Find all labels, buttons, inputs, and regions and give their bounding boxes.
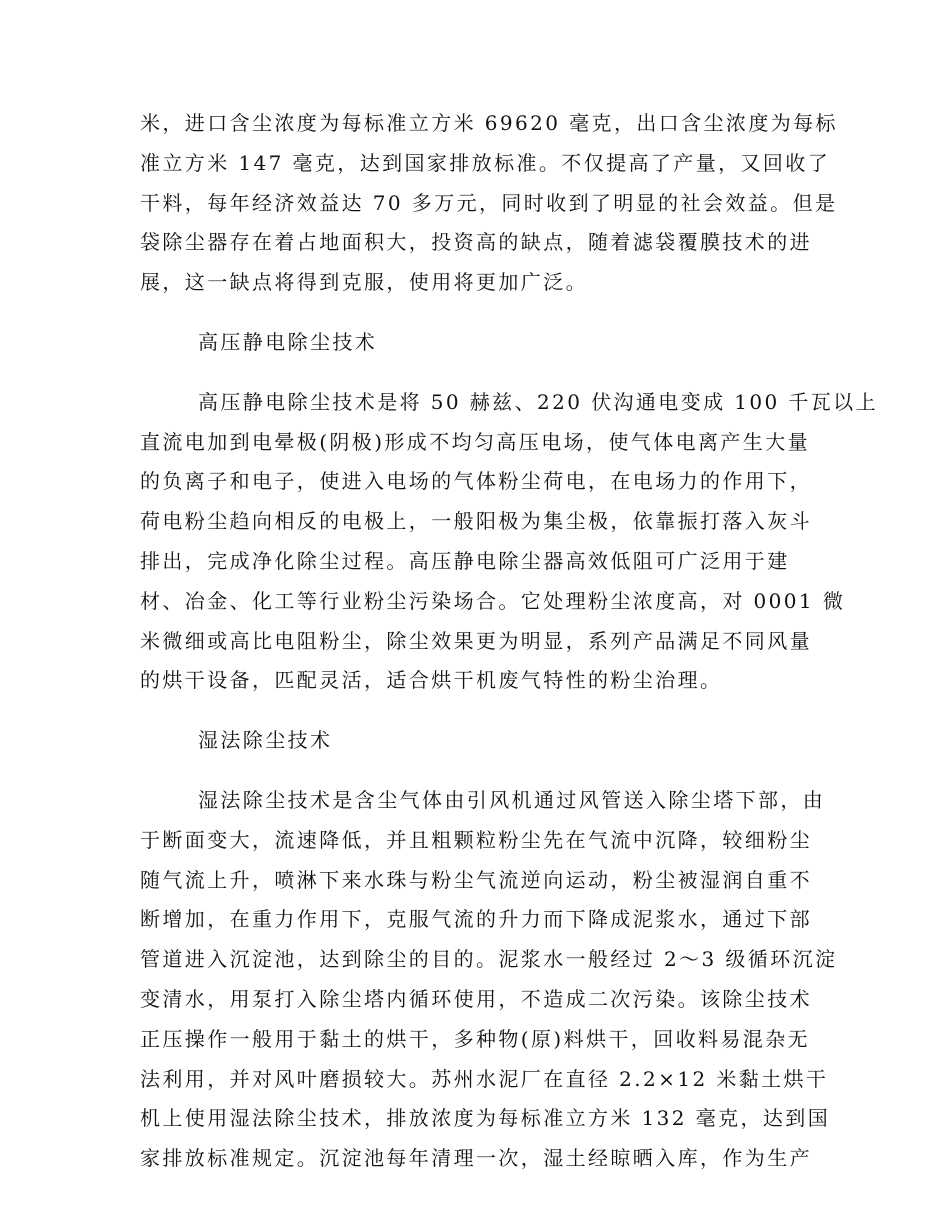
- text-line: 法利用，并对风叶磨损较大。苏州水泥厂在直径 2.2×12 米黏土烘干: [140, 1066, 829, 1091]
- text-line: 于断面变大，流速降低，并且粗颗粒粉尘先在气流中沉降，较细粉尘: [140, 827, 812, 852]
- text-line: 米，进口含尘浓度为每标准立方米 69620 毫克，出口含尘浓度为每标: [140, 111, 838, 135]
- text-line: 展，这一缺点将得到克服，使用将更加广泛。: [140, 270, 588, 295]
- text-line: 准立方米 147 毫克，达到国家排放标准。不仅提高了产量，又回收了: [140, 150, 831, 175]
- text-line: 直流电加到电晕极(阴极)形成不均匀高压电场，使气体电离产生大量: [140, 429, 811, 454]
- text-line: 机上使用湿法除尘技术，排放浓度为每标准立方米 132 毫克，达到国: [140, 1106, 831, 1131]
- paragraph-electrostatic: [140, 383, 878, 701]
- text-line: 管道进入沉淀池，达到除尘的目的。泥浆水一般经过 2～3 级循环沉淀: [140, 947, 838, 972]
- text-line: 家排放标准规定。沉淀池每年清理一次，湿土经晾晒入库，作为生产: [140, 1146, 812, 1171]
- paragraph-wet: [140, 781, 838, 1179]
- text-line: 高压静电除尘技术是将 50 赫兹、220 伏沟通电变成 100 千瓦以上: [198, 389, 878, 414]
- paragraph-bag-filter-continued: [140, 104, 838, 303]
- section-heading-electrostatic: 高压静电除尘技术: [198, 329, 378, 354]
- text-line: 随气流上升，喷淋下来水珠与粉尘气流逆向运动，粉尘被湿润自重不: [140, 867, 812, 892]
- section-heading-wet: 湿法除尘技术: [198, 728, 333, 753]
- text-line: 排出，完成净化除尘过程。高压静电除尘器高效低阻可广泛用于建: [140, 548, 790, 573]
- text-line: 的烘干设备，匹配灵活，适合烘干机废气特性的粉尘治理。: [140, 668, 723, 693]
- text-line: 断增加，在重力作用下，克服气流的升力而下降成泥浆水，通过下部: [140, 907, 812, 932]
- text-line: 正压操作一般用于黏土的烘干，多种物(原)料烘干，回收料易混杂无: [140, 1026, 811, 1051]
- document-body: [140, 104, 878, 1199]
- text-line: 米微细或高比电阻粉尘，除尘效果更为明显，系列产品满足不同风量: [140, 628, 812, 653]
- text-line: 湿法除尘技术是含尘气体由引风机通过风管送入除尘塔下部，由: [198, 787, 826, 812]
- text-line: 变清水，用泵打入除尘塔内循环使用，不造成二次污染。该除尘技术: [140, 986, 812, 1011]
- text-line: 的负离子和电子，使进入电场的气体粉尘荷电，在电场力的作用下，: [140, 469, 812, 494]
- text-line: 材、冶金、化工等行业粉尘污染场合。它处理粉尘浓度高，对 0001 微: [140, 588, 846, 613]
- text-line: 干料，每年经济效益达 70 多万元，同时收到了明显的社会效益。但是: [140, 190, 838, 215]
- text-line: 袋除尘器存在着占地面积大，投资高的缺点，随着滤袋覆膜技术的进: [140, 230, 812, 255]
- text-line: 荷电粉尘趋向相反的电极上，一般阳极为集尘极，依靠振打落入灰斗: [140, 509, 812, 534]
